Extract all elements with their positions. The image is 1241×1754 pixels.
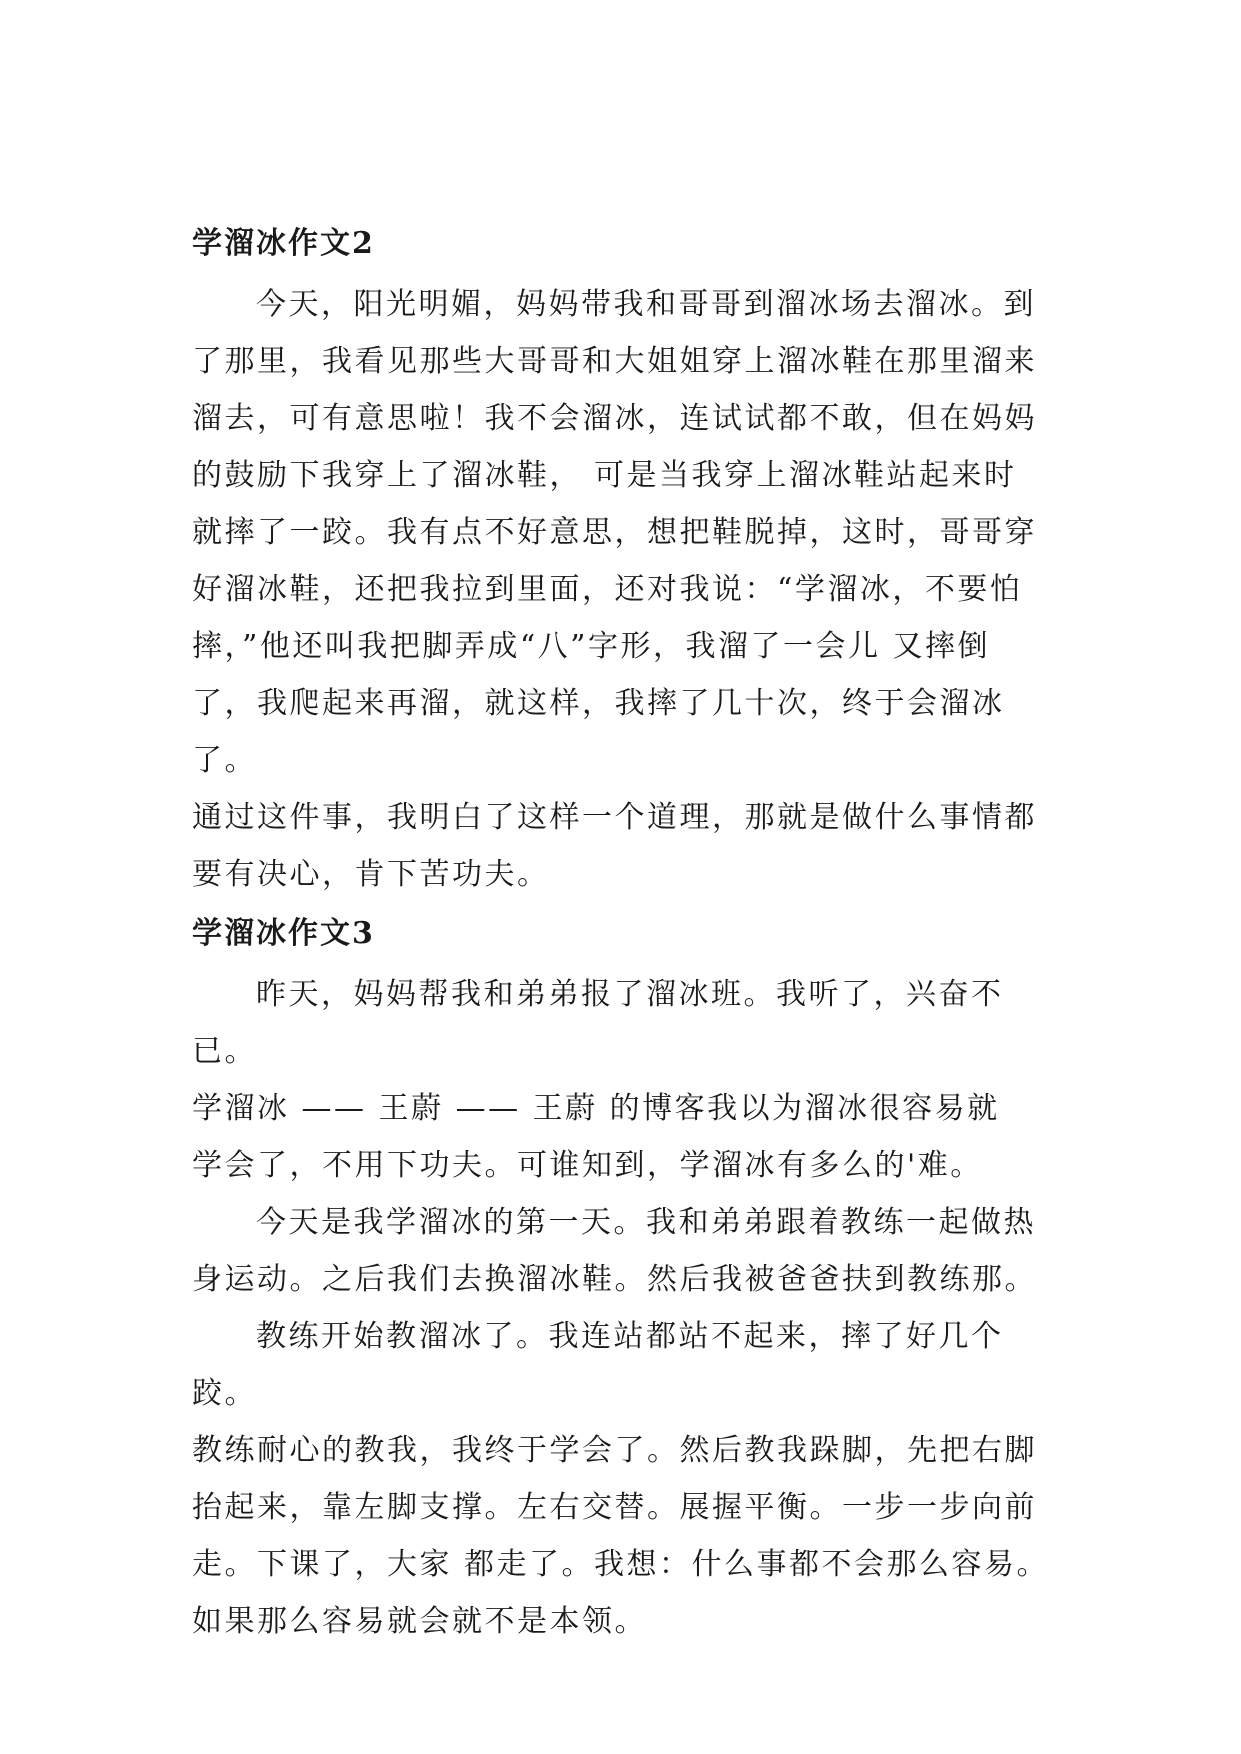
essay-paragraph: 今天是我学溜冰的第一天。我和弟弟跟着教练一起做热 身运动。之后我们去换溜冰鞋。然后我被爸爸扶到教练那。 xyxy=(192,1205,1037,1297)
essay-section-2 xyxy=(192,220,1057,903)
essay-title: 学溜冰作文3 xyxy=(192,916,375,951)
essay-paragraph: 教练开始教溜冰了。我连站都站不起来，摔了好几个跤。 教练耐心的教我，我终于学会了。然后教我跺脚，先把右脚 抬起来，靠左脚支撑。左右交替。展握平衡。一步一步向前 走。下课了，大家 都走了。我想：什么事都不会那么容易。 如果那么容易就会就不是本领。 xyxy=(192,1319,1050,1639)
essay-paragraph: 今天，阳光明媚，妈妈带我和哥哥到溜冰场去溜冰。到 了那里，我看见那些大哥哥和大姐姐穿上溜冰鞋在那里溜来 溜去，可有意思啦！我不会溜冰，连试试都不敢，但在妈妈 的鼓励下我穿上了溜冰鞋， 可是当我穿上溜冰鞋站起来时 就摔了一跤。我有点不好意思，想把鞋脱掉，这时，哥哥穿 好溜冰鞋，还把我拉到里面，还对我说：“学溜冰，不要怕 摔，”他还叫我把脚弄成“八”字形，我溜了一会儿 又摔倒 了，我爬起来再溜，就这样，我摔了几十次，终于会溜冰了。 通过这件事，我明白了这样一个道理，那就是做什么事情都 要有决心，肯下苦功夫。 xyxy=(192,287,1037,892)
essay-paragraph: 昨天，妈妈帮我和弟弟报了溜冰班。我听了，兴奋不已。 学溜冰 —— 王蔚 —— 王蔚 的博客我以为溜冰很容易就 学会了，不用下功夫。可谁知到，学溜冰有多么的'难。 xyxy=(192,977,1004,1183)
essay-title: 学溜冰作文2 xyxy=(192,226,375,261)
essay-section-3 xyxy=(192,910,1057,1650)
